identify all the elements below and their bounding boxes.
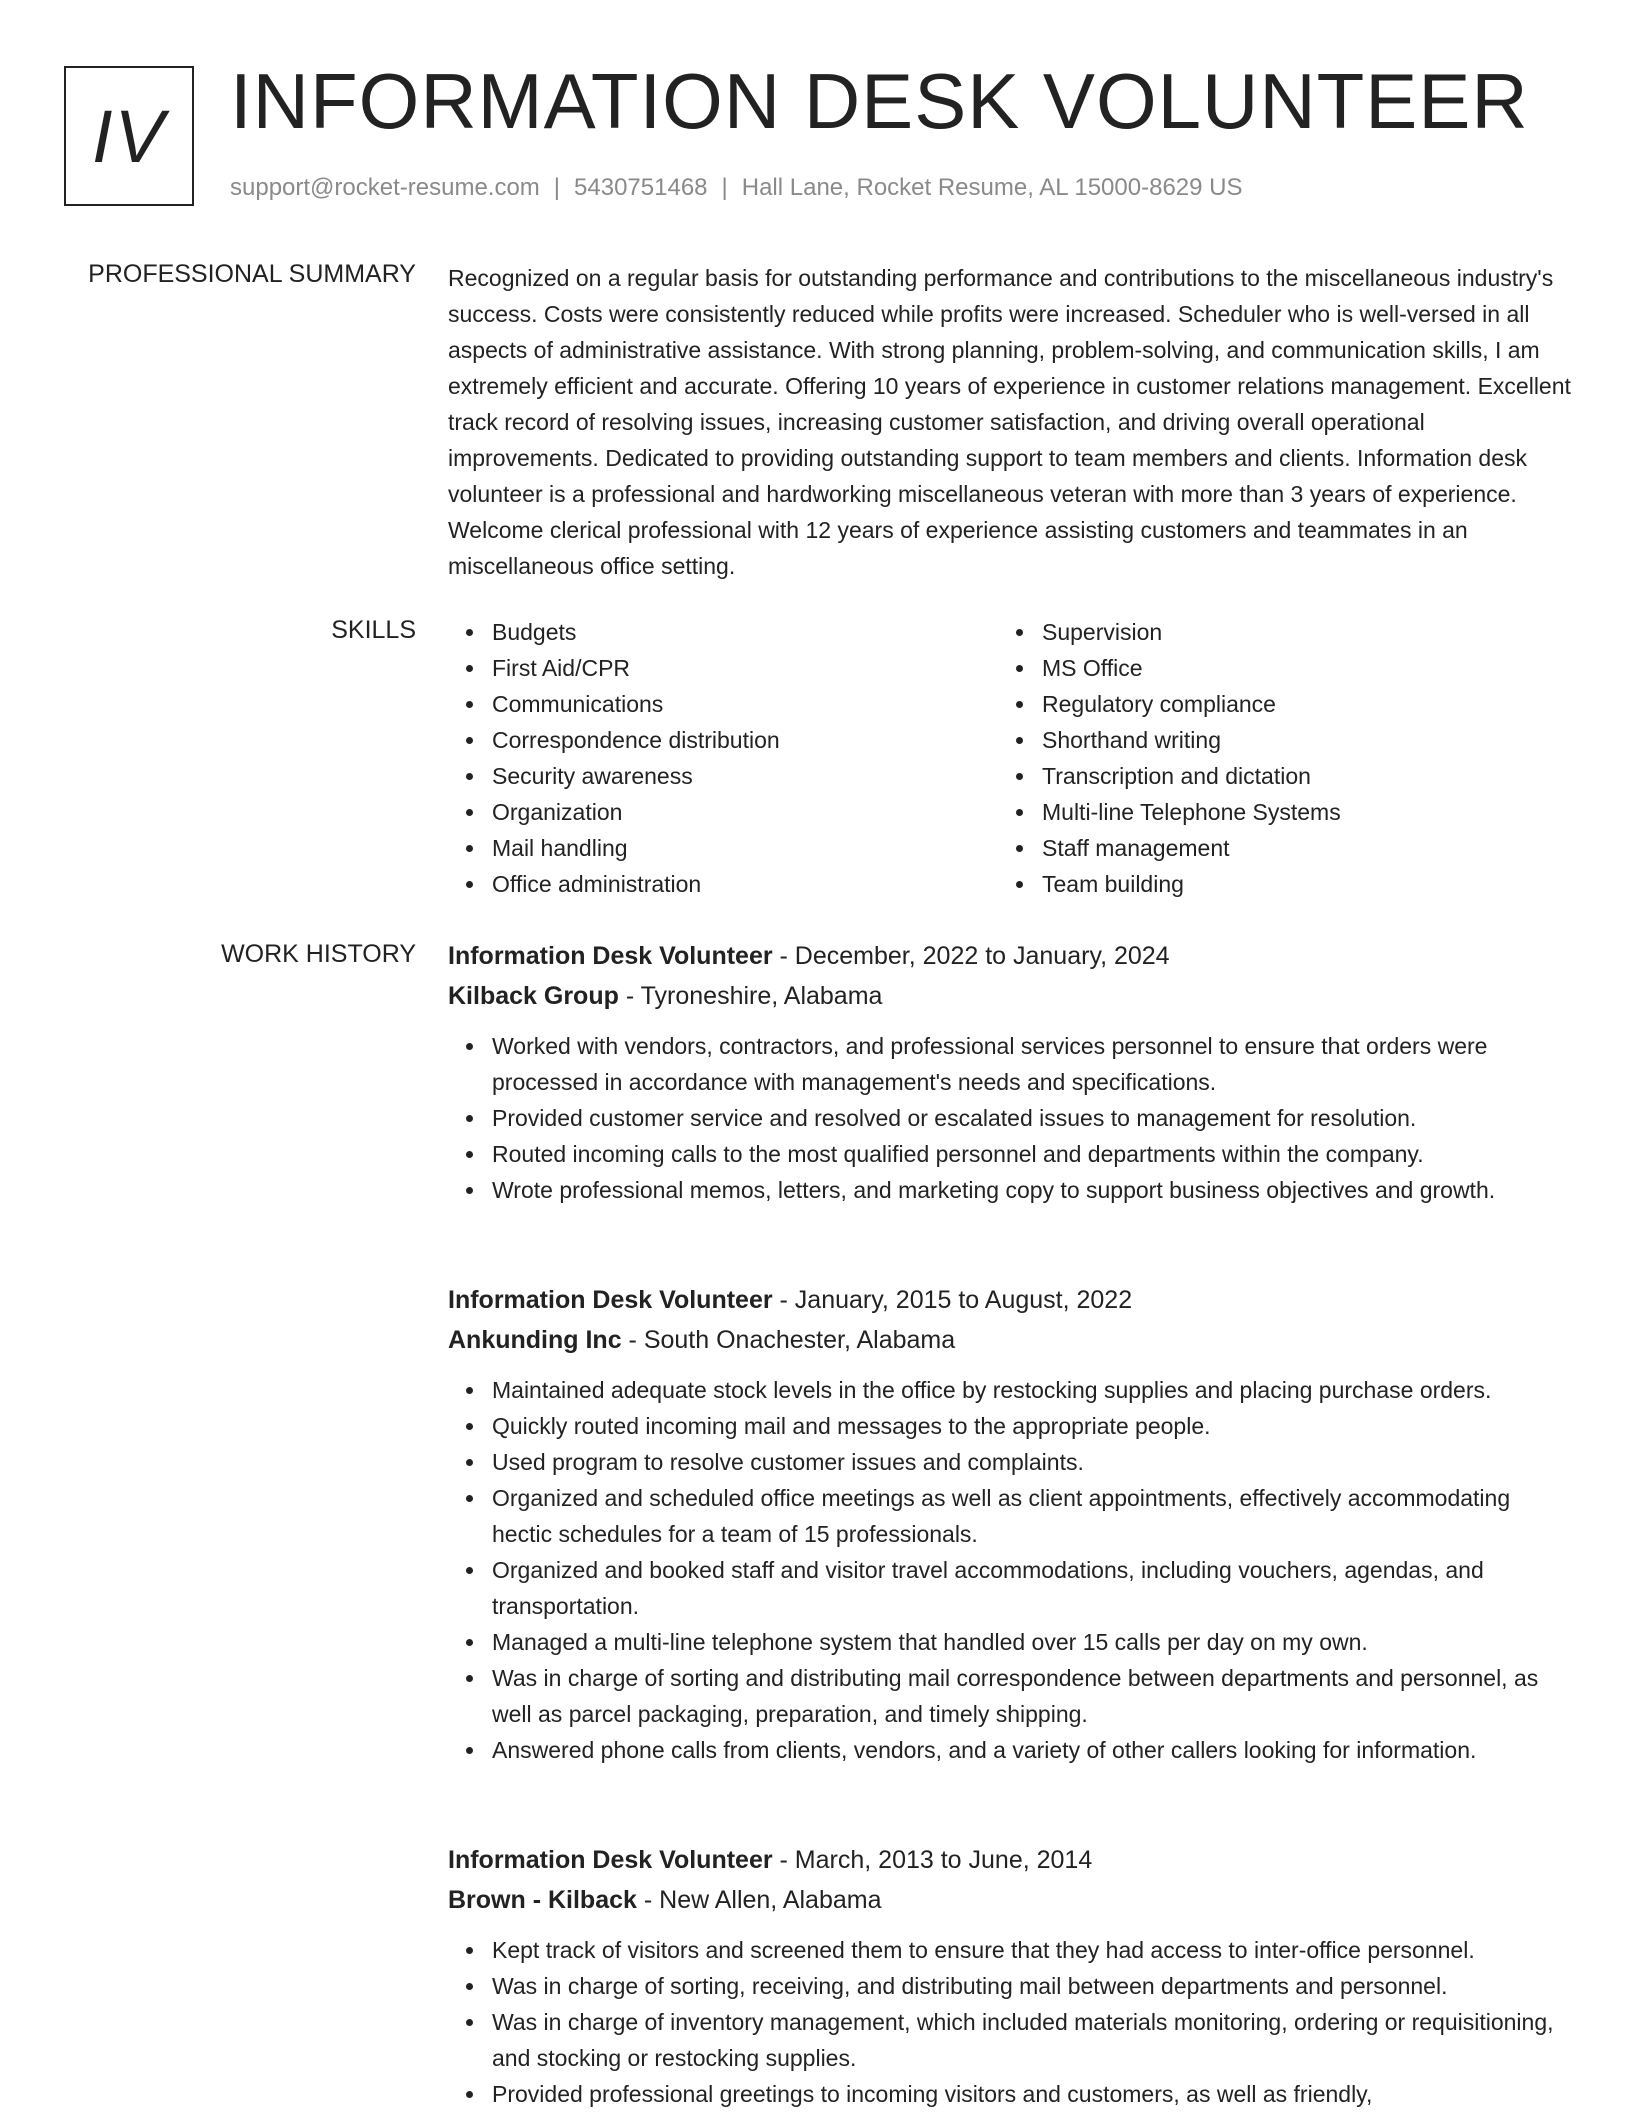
skill-item: Regulatory compliance bbox=[998, 686, 1558, 722]
skills-list-left bbox=[448, 614, 968, 902]
skill-item: Communications bbox=[448, 686, 968, 722]
job-title-line bbox=[448, 936, 1572, 976]
contact-address: Hall Lane, Rocket Resume, AL 15000-8629 US bbox=[741, 174, 1243, 201]
job-bullet: Routed incoming calls to the most qualified personnel and departments within the company. bbox=[448, 1136, 1572, 1172]
job-bullet: Kept track of visitors and screened them to ensure that they had access to inter-office personnel. bbox=[448, 1932, 1572, 1968]
job-bullet: Quickly routed incoming mail and messages to the appropriate people. bbox=[448, 1408, 1572, 1444]
contact-phone: 5430751468 bbox=[574, 174, 708, 201]
job-dates: - December, 2022 to January, 2024 bbox=[772, 942, 1170, 970]
job-title-line bbox=[448, 1840, 1572, 1880]
section-label-skills: SKILLS bbox=[331, 616, 416, 644]
job-bullet: Managed a multi-line telephone system that handled over 15 calls per day on my own. bbox=[448, 1624, 1572, 1660]
skill-item: First Aid/CPR bbox=[448, 650, 968, 686]
job-entry bbox=[448, 936, 1572, 1208]
job-bullets bbox=[448, 1372, 1572, 1768]
skill-item: Shorthand writing bbox=[998, 722, 1558, 758]
job-company: Brown - Kilback bbox=[448, 1886, 637, 1914]
job-bullet: Worked with vendors, contractors, and professional services personnel to ensure that orders were processed in accordance with management's needs and specifications. bbox=[448, 1028, 1572, 1100]
section-label-summary: PROFESSIONAL SUMMARY bbox=[88, 260, 416, 288]
contact-email: support@rocket-resume.com bbox=[230, 174, 540, 201]
job-title: Information Desk Volunteer bbox=[448, 1846, 773, 1874]
job-company: Ankunding Inc bbox=[448, 1326, 622, 1354]
job-bullet: Organized and booked staff and visitor travel accommodations, including vouchers, agendas, and transportation. bbox=[448, 1552, 1572, 1624]
monogram-box bbox=[64, 66, 194, 206]
job-bullet: Provided customer service and resolved or escalated issues to management for resolution. bbox=[448, 1100, 1572, 1136]
job-title: Information Desk Volunteer bbox=[448, 1286, 773, 1314]
skill-item: Correspondence distribution bbox=[448, 722, 968, 758]
contact-line bbox=[230, 174, 1243, 202]
summary-text: Recognized on a regular basis for outstanding performance and contributions to the miscellaneous industry's success. Costs were consistently reduced while profits were increased. Scheduler who is well-versed in all aspects of administrative assistance. With strong planning, problem-solving, and communication skills, I am extremely efficient and accurate. Offering 10 years of experience in customer relations management. Excellent track record of resolving issues, increasing customer satisfaction, and driving overall operational improvements. Dedicated to providing outstanding support to team members and clients. Information desk volunteer is a professional and hardworking miscellaneous veteran with more than 3 years of experience. Welcome clerical professional with 12 years of experience assisting customers and teammates in an miscellaneous office setting. bbox=[448, 265, 1571, 579]
skill-item: Team building bbox=[998, 866, 1558, 902]
job-bullet: Maintained adequate stock levels in the office by restocking supplies and placing purchase orders. bbox=[448, 1372, 1572, 1408]
job-bullet: Provided professional greetings to incoming visitors and customers, as well as friendly, bbox=[448, 2076, 1572, 2112]
skill-item: Budgets bbox=[448, 614, 968, 650]
job-title: Information Desk Volunteer bbox=[448, 942, 773, 970]
job-bullet: Was in charge of sorting, receiving, and distributing mail between departments and personnel. bbox=[448, 1968, 1572, 2004]
skill-item: MS Office bbox=[998, 650, 1558, 686]
monogram-initials: IV bbox=[92, 94, 166, 178]
job-bullet: Used program to resolve customer issues and complaints. bbox=[448, 1444, 1572, 1480]
contact-separator: | bbox=[721, 174, 728, 201]
skill-item: Office administration bbox=[448, 866, 968, 902]
job-title-line bbox=[448, 1280, 1572, 1320]
skill-item: Mail handling bbox=[448, 830, 968, 866]
skills-list-right bbox=[998, 614, 1558, 902]
job-location: - New Allen, Alabama bbox=[636, 1886, 882, 1914]
skill-item: Staff management bbox=[998, 830, 1558, 866]
job-bullet: Answered phone calls from clients, vendors, and a variety of other callers looking for information. bbox=[448, 1732, 1572, 1768]
job-dates: - March, 2013 to June, 2014 bbox=[772, 1846, 1093, 1874]
resume-name: INFORMATION DESK VOLUNTEER bbox=[230, 57, 1529, 145]
job-bullet: Wrote professional memos, letters, and marketing copy to support business objectives and growth. bbox=[448, 1172, 1572, 1208]
job-location: - South Onachester, Alabama bbox=[621, 1326, 956, 1354]
job-company-line bbox=[448, 976, 1572, 1016]
job-bullet: Organized and scheduled office meetings as well as client appointments, effectively accommodating hectic schedules for a team of 15 professionals. bbox=[448, 1480, 1572, 1552]
job-bullet: Was in charge of inventory management, which included materials monitoring, ordering or requisitioning, and stocking or restocking supplies. bbox=[448, 2004, 1572, 2076]
job-company-line bbox=[448, 1880, 1572, 1920]
job-company-line bbox=[448, 1320, 1572, 1360]
skill-item: Security awareness bbox=[448, 758, 968, 794]
job-bullets bbox=[448, 1028, 1572, 1208]
job-dates: - January, 2015 to August, 2022 bbox=[772, 1286, 1133, 1314]
job-company: Kilback Group bbox=[448, 982, 619, 1010]
job-location: - Tyroneshire, Alabama bbox=[618, 982, 883, 1010]
section-label-work-history: WORK HISTORY bbox=[221, 940, 416, 968]
job-entry bbox=[448, 1280, 1572, 1768]
job-bullet: Was in charge of sorting and distributing mail correspondence between departments and personnel, as well as parcel packaging, preparation, and timely shipping. bbox=[448, 1660, 1572, 1732]
skill-item: Multi-line Telephone Systems bbox=[998, 794, 1558, 830]
job-bullets bbox=[448, 1932, 1572, 2112]
skill-item: Organization bbox=[448, 794, 968, 830]
skill-item: Supervision bbox=[998, 614, 1558, 650]
skill-item: Transcription and dictation bbox=[998, 758, 1558, 794]
contact-separator: | bbox=[553, 174, 561, 201]
job-entry bbox=[448, 1840, 1572, 2112]
